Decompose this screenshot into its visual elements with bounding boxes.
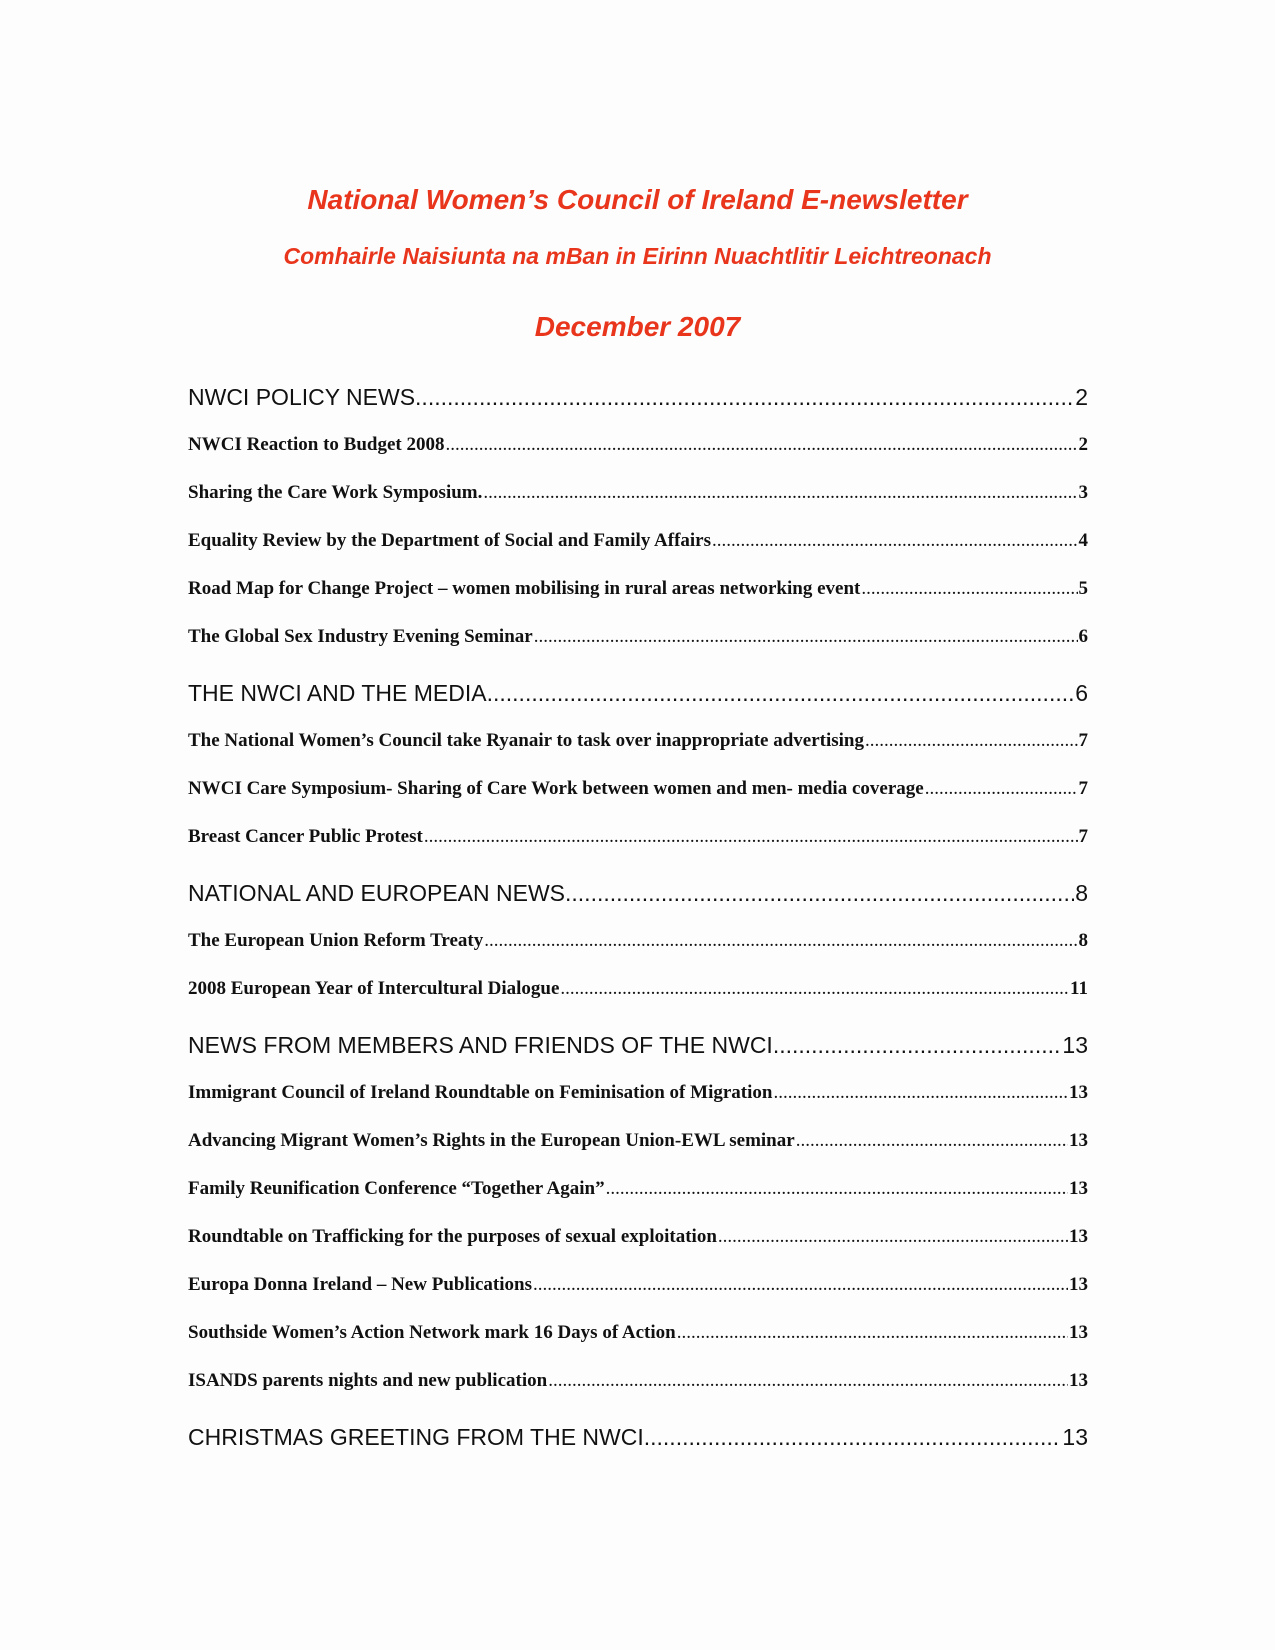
toc-page-number: 4 xyxy=(1078,530,1088,551)
toc-page-number: 13 xyxy=(1069,1178,1088,1199)
toc-page-number: 2 xyxy=(1075,384,1088,410)
toc-leader-dots xyxy=(773,1030,1062,1060)
toc-entry-label: Roundtable on Trafficking for the purposes of sexual exploitation xyxy=(188,1226,717,1247)
toc-entry-label: Equality Review by the Department of Social and Family Affairs xyxy=(188,530,712,551)
toc-leader-dots xyxy=(565,878,1074,908)
toc-page-number: 2 xyxy=(1078,434,1088,455)
toc-leader-dots xyxy=(548,1366,1068,1396)
toc-page-number: 7 xyxy=(1078,778,1088,799)
toc-entry-label: Family Reunification Conference “Together Again” xyxy=(188,1178,605,1199)
toc-page-number: 5 xyxy=(1078,578,1088,599)
toc-leader-dots xyxy=(534,622,1078,652)
toc-entry-row[interactable] xyxy=(188,1222,1088,1270)
toc-section-label: NEWS FROM MEMBERS AND FRIENDS OF THE NWCI xyxy=(188,1032,773,1058)
newsletter-date: December 2007 xyxy=(534,311,741,342)
toc-page-number: 13 xyxy=(1069,1082,1088,1103)
toc-leader-dots xyxy=(644,1422,1062,1452)
toc-page-number: 13 xyxy=(1069,1370,1088,1391)
toc-leader-dots xyxy=(484,926,1077,956)
toc-leader-dots xyxy=(796,1126,1068,1156)
toc-entry-row[interactable] xyxy=(188,1270,1088,1318)
toc-entry-row[interactable] xyxy=(188,1318,1088,1366)
toc-section-label: NATIONAL AND EUROPEAN NEWS xyxy=(188,880,566,906)
toc-page-number: 13 xyxy=(1069,1274,1088,1295)
toc-entry-row[interactable] xyxy=(188,622,1088,670)
toc-section-row[interactable] xyxy=(188,678,1088,726)
toc-entry-row[interactable] xyxy=(188,1126,1088,1174)
toc-page-number: 13 xyxy=(1069,1226,1088,1247)
toc-entry-label: NWCI Care Symposium- Sharing of Care Work between women and men- media coverage xyxy=(188,778,924,799)
toc-entry-label: Breast Cancer Public Protest xyxy=(188,826,423,847)
toc-section-row[interactable] xyxy=(188,878,1088,926)
toc-page-number: 13 xyxy=(1069,1130,1088,1151)
toc-entry-label: The Global Sex Industry Evening Seminar xyxy=(188,626,533,647)
toc-entry-label: 2008 European Year of Intercultural Dialogue xyxy=(188,978,560,999)
toc-entry-label: ISANDS parents nights and new publication xyxy=(188,1370,548,1391)
toc-entry-row[interactable] xyxy=(188,1078,1088,1126)
toc-entry-row[interactable] xyxy=(188,726,1088,774)
toc-page-number: 6 xyxy=(1078,626,1088,647)
toc-page-number: 8 xyxy=(1078,930,1088,951)
toc-page-number: 6 xyxy=(1075,680,1088,706)
toc-section-label: THE NWCI AND THE MEDIA xyxy=(188,680,487,706)
newsletter-title: National Women’s Council of Ireland E-newsletter xyxy=(307,184,968,215)
toc-entry-label: Europa Donna Ireland – New Publications xyxy=(188,1274,533,1295)
toc-entry-label: NWCI Reaction to Budget 2008 xyxy=(188,434,445,455)
toc-page-number: 7 xyxy=(1078,730,1088,751)
toc-entry-row[interactable] xyxy=(188,430,1088,478)
toc-entry-row[interactable] xyxy=(188,926,1088,974)
toc-entry-row[interactable] xyxy=(188,1366,1088,1414)
toc-entry-row[interactable] xyxy=(188,974,1088,1022)
toc-leader-dots xyxy=(677,1318,1068,1348)
toc-leader-dots xyxy=(487,678,1075,708)
table-of-contents xyxy=(188,382,1088,1470)
toc-entry-label: Immigrant Council of Ireland Roundtable on Feminisation of Migration xyxy=(188,1082,773,1103)
toc-entry-label: The European Union Reform Treaty xyxy=(188,930,484,951)
toc-leader-dots xyxy=(483,478,1077,508)
toc-leader-dots xyxy=(446,430,1078,460)
toc-leader-dots xyxy=(424,822,1078,852)
newsletter-subtitle: Comhairle Naisiunta na mBan in Eirinn Nuachtlitir Leichtreonach xyxy=(283,243,992,269)
toc-entry-label: Southside Women’s Action Network mark 16 Days of Action xyxy=(188,1322,676,1343)
toc-entry-row[interactable] xyxy=(188,1174,1088,1222)
toc-leader-dots xyxy=(533,1270,1068,1300)
toc-page-number: 7 xyxy=(1078,826,1088,847)
toc-leader-dots xyxy=(718,1222,1068,1252)
toc-page-number: 13 xyxy=(1062,1032,1088,1058)
toc-entry-label: The National Women’s Council take Ryanair to task over inappropriate advertising xyxy=(188,730,864,751)
toc-entry-row[interactable] xyxy=(188,574,1088,622)
toc-page-number: 13 xyxy=(1062,1424,1088,1450)
toc-section-row[interactable] xyxy=(188,1422,1088,1470)
toc-leader-dots xyxy=(415,382,1074,412)
toc-section-row[interactable] xyxy=(188,382,1088,430)
toc-entry-row[interactable] xyxy=(188,478,1088,526)
toc-leader-dots xyxy=(606,1174,1068,1204)
toc-leader-dots xyxy=(861,574,1077,604)
toc-leader-dots xyxy=(773,1078,1068,1108)
toc-page-number: 13 xyxy=(1069,1322,1088,1343)
toc-section-label: CHRISTMAS GREETING FROM THE NWCI xyxy=(188,1424,644,1450)
toc-leader-dots xyxy=(865,726,1078,756)
toc-entry-row[interactable] xyxy=(188,526,1088,574)
toc-leader-dots xyxy=(712,526,1077,556)
toc-entry-row[interactable] xyxy=(188,822,1088,870)
toc-page-number: 11 xyxy=(1070,978,1088,999)
toc-entry-label: Advancing Migrant Women’s Rights in the European Union-EWL seminar xyxy=(188,1130,795,1151)
toc-section-label: NWCI POLICY NEWS xyxy=(188,384,416,410)
toc-page-number: 8 xyxy=(1075,880,1088,906)
toc-section-row[interactable] xyxy=(188,1030,1088,1078)
toc-leader-dots xyxy=(925,774,1078,804)
toc-entry-row[interactable] xyxy=(188,774,1088,822)
toc-page-number: 3 xyxy=(1078,482,1088,503)
toc-leader-dots xyxy=(560,974,1069,1004)
toc-entry-label: Sharing the Care Work Symposium. xyxy=(188,482,483,503)
toc-entry-label: Road Map for Change Project – women mobilising in rural areas networking event xyxy=(188,578,861,599)
